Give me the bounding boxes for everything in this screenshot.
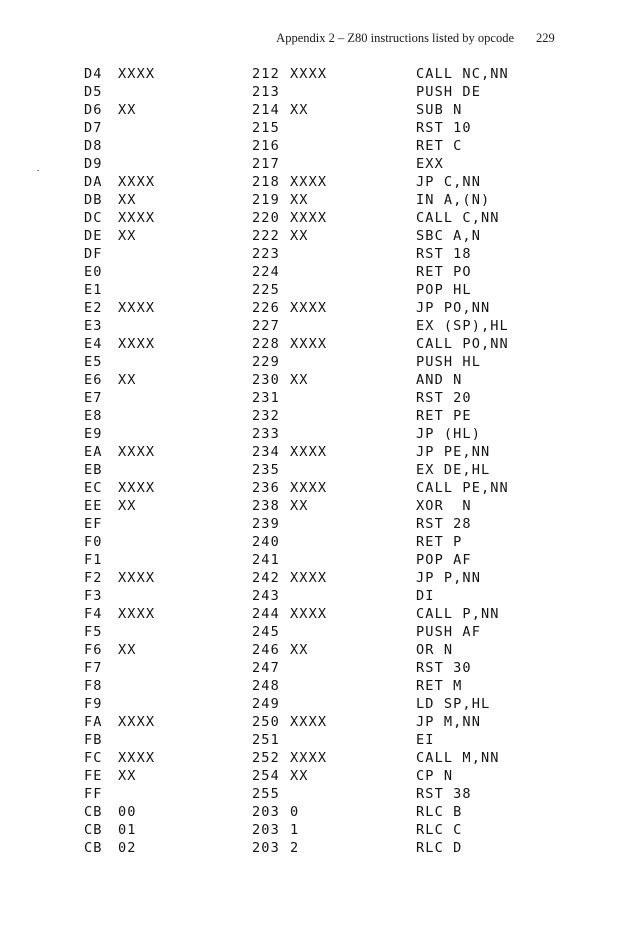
hex-opcode: F1 <box>84 552 103 568</box>
table-row <box>0 173 630 191</box>
mnemonic: XOR N <box>416 498 472 514</box>
table-row <box>0 137 630 155</box>
decimal-operand: XX <box>290 372 309 388</box>
table-row <box>0 281 630 299</box>
decimal-operand: XXXX <box>290 606 328 622</box>
table-row <box>0 515 630 533</box>
decimal-opcode: 228 <box>252 336 280 352</box>
mnemonic: CALL M,NN <box>416 750 500 766</box>
hex-opcode: CB <box>84 804 103 820</box>
decimal-opcode: 223 <box>252 246 280 262</box>
decimal-operand: XXXX <box>290 66 328 82</box>
decimal-operand: XX <box>290 768 309 784</box>
mnemonic: RET C <box>416 138 463 154</box>
hex-opcode: F5 <box>84 624 103 640</box>
table-row <box>0 353 630 371</box>
table-row <box>0 551 630 569</box>
decimal-opcode: 248 <box>252 678 280 694</box>
hex-opcode: F3 <box>84 588 103 604</box>
mnemonic: SUB N <box>416 102 463 118</box>
page-number: 229 <box>536 31 555 45</box>
running-title: Appendix 2 – Z80 instructions listed by opcode <box>276 31 514 45</box>
decimal-opcode: 249 <box>252 696 280 712</box>
mnemonic: SBC A,N <box>416 228 481 244</box>
table-row <box>0 659 630 677</box>
table-row <box>0 245 630 263</box>
hex-opcode: F0 <box>84 534 103 550</box>
decimal-opcode: 220 <box>252 210 280 226</box>
decimal-opcode: 254 <box>252 768 280 784</box>
table-row <box>0 65 630 83</box>
decimal-opcode: 236 <box>252 480 280 496</box>
hex-opcode: F4 <box>84 606 103 622</box>
mnemonic: EX DE,HL <box>416 462 491 478</box>
hex-opcode: CB <box>84 840 103 856</box>
decimal-opcode: 233 <box>252 426 280 442</box>
hex-opcode: D4 <box>84 66 103 82</box>
decimal-operand: XXXX <box>290 300 328 316</box>
mnemonic: RST 20 <box>416 390 472 406</box>
decimal-opcode: 215 <box>252 120 280 136</box>
table-row <box>0 605 630 623</box>
table-row <box>0 713 630 731</box>
hex-operand: XXXX <box>118 570 156 586</box>
hex-operand: XX <box>118 768 137 784</box>
decimal-opcode: 235 <box>252 462 280 478</box>
decimal-opcode: 203 <box>252 840 280 856</box>
mnemonic: JP P,NN <box>416 570 481 586</box>
table-row <box>0 299 630 317</box>
table-row <box>0 641 630 659</box>
mnemonic: AND N <box>416 372 463 388</box>
mnemonic: JP PO,NN <box>416 300 491 316</box>
hex-opcode: E1 <box>84 282 103 298</box>
decimal-opcode: 231 <box>252 390 280 406</box>
decimal-opcode: 217 <box>252 156 280 172</box>
mnemonic: RET P <box>416 534 463 550</box>
decimal-opcode: 250 <box>252 714 280 730</box>
table-row <box>0 389 630 407</box>
decimal-opcode: 224 <box>252 264 280 280</box>
table-row <box>0 443 630 461</box>
decimal-operand: 2 <box>290 840 300 856</box>
decimal-opcode: 255 <box>252 786 280 802</box>
mnemonic: CALL P,NN <box>416 606 500 622</box>
mnemonic: EXX <box>416 156 444 172</box>
table-row <box>0 623 630 641</box>
decimal-opcode: 226 <box>252 300 280 316</box>
mnemonic: IN A,(N) <box>416 192 491 208</box>
mnemonic: CALL PE,NN <box>416 480 509 496</box>
mnemonic: RST 38 <box>416 786 472 802</box>
decimal-operand: XX <box>290 192 309 208</box>
mnemonic: CALL NC,NN <box>416 66 509 82</box>
decimal-opcode: 238 <box>252 498 280 514</box>
mnemonic: DI <box>416 588 435 604</box>
hex-opcode: FE <box>84 768 103 784</box>
mnemonic: RST 28 <box>416 516 472 532</box>
hex-opcode: EA <box>84 444 103 460</box>
hex-operand: XXXX <box>118 66 156 82</box>
hex-opcode: FF <box>84 786 103 802</box>
decimal-opcode: 227 <box>252 318 280 334</box>
decimal-operand: XXXX <box>290 570 328 586</box>
table-row <box>0 821 630 839</box>
hex-operand: XXXX <box>118 210 156 226</box>
hex-opcode: DA <box>84 174 103 190</box>
table-row <box>0 767 630 785</box>
table-row <box>0 677 630 695</box>
hex-opcode: DC <box>84 210 103 226</box>
mnemonic: POP AF <box>416 552 472 568</box>
table-row <box>0 695 630 713</box>
hex-opcode: F9 <box>84 696 103 712</box>
decimal-operand: 1 <box>290 822 300 838</box>
hex-operand: XXXX <box>118 444 156 460</box>
decimal-opcode: 242 <box>252 570 280 586</box>
table-row <box>0 407 630 425</box>
hex-opcode: D5 <box>84 84 103 100</box>
hex-opcode: E3 <box>84 318 103 334</box>
mnemonic: RLC C <box>416 822 463 838</box>
mnemonic: RST 10 <box>416 120 472 136</box>
table-row <box>0 479 630 497</box>
hex-opcode: E4 <box>84 336 103 352</box>
hex-opcode: FA <box>84 714 103 730</box>
mnemonic: RET PO <box>416 264 472 280</box>
decimal-operand: XX <box>290 498 309 514</box>
mnemonic: EI <box>416 732 435 748</box>
mnemonic: RET PE <box>416 408 472 424</box>
hex-operand: XXXX <box>118 336 156 352</box>
mnemonic: EX (SP),HL <box>416 318 509 334</box>
mnemonic: RLC D <box>416 840 463 856</box>
hex-opcode: E2 <box>84 300 103 316</box>
table-row <box>0 749 630 767</box>
hex-opcode: F6 <box>84 642 103 658</box>
decimal-opcode: 241 <box>252 552 280 568</box>
decimal-opcode: 243 <box>252 588 280 604</box>
hex-opcode: E9 <box>84 426 103 442</box>
decimal-operand: XXXX <box>290 336 328 352</box>
hex-opcode: DB <box>84 192 103 208</box>
mnemonic: CALL C,NN <box>416 210 500 226</box>
hex-opcode: DE <box>84 228 103 244</box>
page-header <box>0 31 630 49</box>
opcode-table <box>0 65 630 857</box>
hex-opcode: EC <box>84 480 103 496</box>
hex-opcode: F8 <box>84 678 103 694</box>
decimal-opcode: 251 <box>252 732 280 748</box>
hex-operand: XX <box>118 372 137 388</box>
hex-opcode: EB <box>84 462 103 478</box>
mnemonic: JP PE,NN <box>416 444 491 460</box>
table-row <box>0 731 630 749</box>
hex-operand: XX <box>118 498 137 514</box>
decimal-opcode: 244 <box>252 606 280 622</box>
decimal-operand: XX <box>290 642 309 658</box>
decimal-opcode: 239 <box>252 516 280 532</box>
hex-operand: XX <box>118 642 137 658</box>
decimal-opcode: 240 <box>252 534 280 550</box>
decimal-opcode: 225 <box>252 282 280 298</box>
table-row <box>0 803 630 821</box>
hex-operand: 02 <box>118 840 137 856</box>
hex-opcode: FB <box>84 732 103 748</box>
hex-operand: XX <box>118 192 137 208</box>
decimal-operand: XXXX <box>290 444 328 460</box>
hex-opcode: D8 <box>84 138 103 154</box>
hex-opcode: F2 <box>84 570 103 586</box>
hex-opcode: E7 <box>84 390 103 406</box>
decimal-opcode: 216 <box>252 138 280 154</box>
hex-operand: XXXX <box>118 480 156 496</box>
hex-opcode: DF <box>84 246 103 262</box>
decimal-opcode: 203 <box>252 804 280 820</box>
decimal-opcode: 213 <box>252 84 280 100</box>
table-row <box>0 587 630 605</box>
decimal-opcode: 247 <box>252 660 280 676</box>
decimal-operand: XX <box>290 102 309 118</box>
decimal-operand: XXXX <box>290 480 328 496</box>
mnemonic: RST 30 <box>416 660 472 676</box>
decimal-opcode: 232 <box>252 408 280 424</box>
mnemonic: RET M <box>416 678 463 694</box>
hex-operand: XXXX <box>118 714 156 730</box>
hex-opcode: EF <box>84 516 103 532</box>
decimal-opcode: 218 <box>252 174 280 190</box>
hex-opcode: E0 <box>84 264 103 280</box>
mnemonic: CP N <box>416 768 454 784</box>
mnemonic: RST 18 <box>416 246 472 262</box>
table-row <box>0 317 630 335</box>
mnemonic: LD SP,HL <box>416 696 491 712</box>
decimal-opcode: 229 <box>252 354 280 370</box>
hex-operand: XXXX <box>118 606 156 622</box>
hex-opcode: F7 <box>84 660 103 676</box>
table-row <box>0 263 630 281</box>
hex-opcode: E8 <box>84 408 103 424</box>
hex-opcode: D6 <box>84 102 103 118</box>
table-row <box>0 569 630 587</box>
table-row <box>0 191 630 209</box>
table-row <box>0 209 630 227</box>
decimal-opcode: 252 <box>252 750 280 766</box>
table-row <box>0 785 630 803</box>
mnemonic: PUSH DE <box>416 84 481 100</box>
decimal-opcode: 230 <box>252 372 280 388</box>
decimal-opcode: 246 <box>252 642 280 658</box>
hex-operand: XXXX <box>118 750 156 766</box>
table-row <box>0 101 630 119</box>
hex-opcode: E5 <box>84 354 103 370</box>
mnemonic: JP C,NN <box>416 174 481 190</box>
hex-operand: XXXX <box>118 300 156 316</box>
hex-opcode: EE <box>84 498 103 514</box>
table-row <box>0 497 630 515</box>
mnemonic: PUSH HL <box>416 354 481 370</box>
decimal-operand: XXXX <box>290 714 328 730</box>
table-row <box>0 839 630 857</box>
decimal-opcode: 219 <box>252 192 280 208</box>
mnemonic: PUSH AF <box>416 624 481 640</box>
hex-opcode: CB <box>84 822 103 838</box>
decimal-operand: 0 <box>290 804 300 820</box>
hex-opcode: FC <box>84 750 103 766</box>
table-row <box>0 335 630 353</box>
hex-operand: XXXX <box>118 174 156 190</box>
table-row <box>0 461 630 479</box>
decimal-operand: XXXX <box>290 210 328 226</box>
decimal-opcode: 212 <box>252 66 280 82</box>
decimal-opcode: 222 <box>252 228 280 244</box>
table-row <box>0 119 630 137</box>
hex-operand: XX <box>118 228 137 244</box>
mnemonic: RLC B <box>416 804 463 820</box>
mnemonic: POP HL <box>416 282 472 298</box>
table-row <box>0 227 630 245</box>
table-row <box>0 533 630 551</box>
hex-opcode: D9 <box>84 156 103 172</box>
decimal-opcode: 214 <box>252 102 280 118</box>
hex-opcode: E6 <box>84 372 103 388</box>
hex-operand: 00 <box>118 804 137 820</box>
table-row <box>0 83 630 101</box>
table-row <box>0 425 630 443</box>
hex-operand: XX <box>118 102 137 118</box>
decimal-opcode: 203 <box>252 822 280 838</box>
decimal-operand: XXXX <box>290 174 328 190</box>
decimal-operand: XXXX <box>290 750 328 766</box>
mnemonic: JP (HL) <box>416 426 481 442</box>
table-row <box>0 155 630 173</box>
decimal-operand: XX <box>290 228 309 244</box>
hex-opcode: D7 <box>84 120 103 136</box>
mnemonic: JP M,NN <box>416 714 481 730</box>
decimal-opcode: 234 <box>252 444 280 460</box>
mnemonic: OR N <box>416 642 454 658</box>
mnemonic: CALL PO,NN <box>416 336 509 352</box>
decimal-opcode: 245 <box>252 624 280 640</box>
table-row <box>0 371 630 389</box>
hex-operand: 01 <box>118 822 137 838</box>
